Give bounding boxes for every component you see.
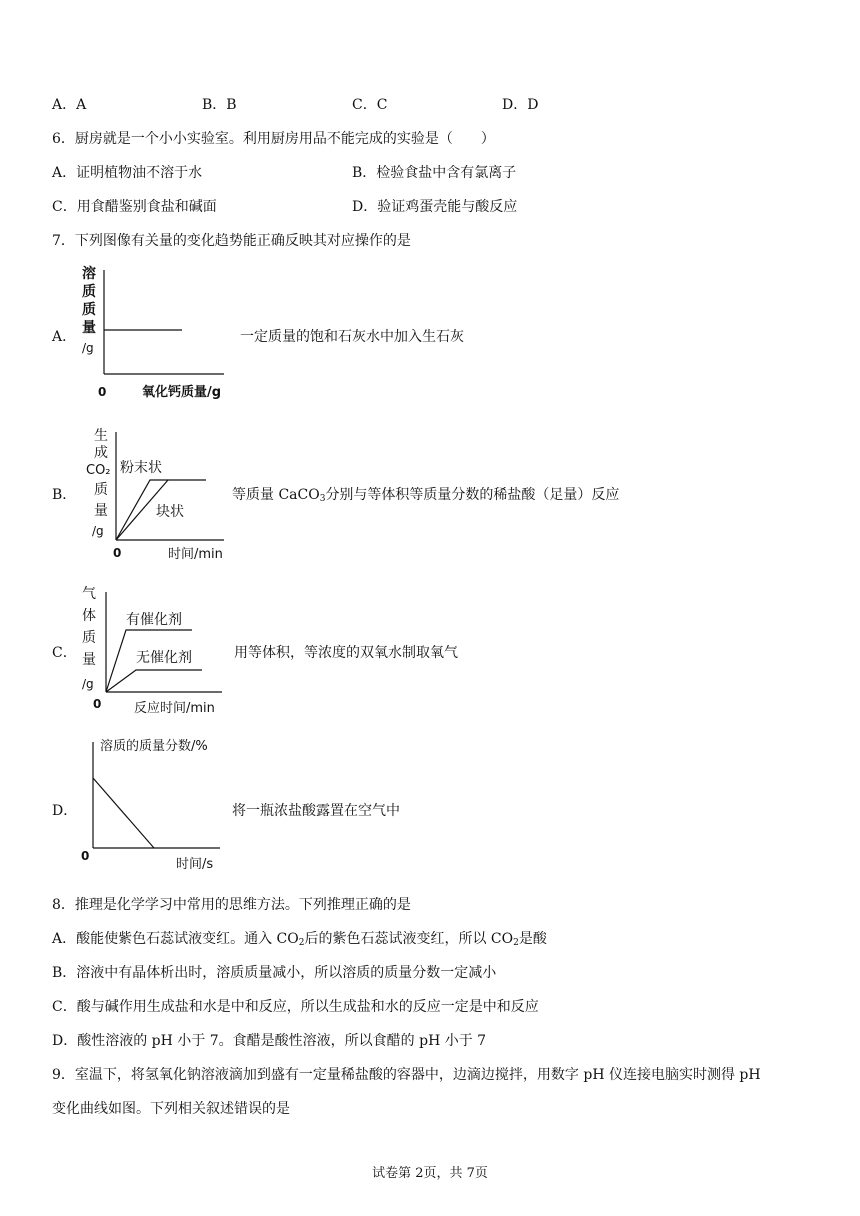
graph-a-ylabel-4: 量 — [82, 320, 96, 336]
q7-option-a-letter: A． — [52, 329, 77, 345]
q5-option-d: D．D — [502, 97, 539, 113]
q9-line-2: 变化曲线如图。下列相关叙述错误的是 — [52, 1101, 290, 1117]
page-footer: 试卷第 2页，共 7页 — [372, 1166, 488, 1181]
graph-c-ylabel-5: /g — [82, 677, 94, 691]
q8-option-a-sub2: 2 — [513, 938, 519, 948]
graph-a-ylabel-1: 溶 — [82, 266, 96, 282]
q5-options — [52, 94, 538, 114]
graph-b-label-lump: 块状 — [156, 504, 184, 520]
q7-graph-b — [84, 424, 244, 564]
graph-c-origin: 0 — [93, 697, 102, 711]
q8-option-a-post: 是酸 — [518, 931, 547, 947]
q5-option-b: B．B — [202, 97, 237, 113]
graph-b-ylabel-1: 生 — [94, 428, 108, 444]
graph-d-origin: 0 — [81, 849, 90, 863]
graph-c-ylabel-4: 量 — [82, 652, 96, 668]
q8-option-d: D．酸性溶液的 pH 小于 7。食醋是酸性溶液，所以食醋的 pH 小于 7 — [52, 1033, 487, 1049]
graph-c-curve-no-catalyst — [106, 670, 202, 692]
graph-d-curve — [93, 778, 154, 848]
q8-option-a-mid: 后的紫色石蕊试液变红，所以 CO — [304, 931, 514, 947]
q7-option-c-desc: 用等体积，等浓度的双氧水制取氧气 — [234, 645, 458, 661]
graph-b-ylabel-2: 成 — [94, 445, 108, 461]
graph-d-xlabel: 时间/s — [176, 857, 214, 872]
graph-b-label-powder: 粉末状 — [120, 460, 162, 476]
graph-b-ylabel-4: 质 — [94, 482, 108, 498]
q6-option-a: A．证明植物油不溶于水 — [52, 165, 203, 181]
q5-option-a: A．A — [52, 97, 87, 113]
graph-b-xlabel: 时间/min — [168, 547, 223, 562]
q8-option-c: C．酸与碱作用生成盐和水是中和反应，所以生成盐和水的反应一定是中和反应 — [52, 999, 539, 1015]
q7-option-b-letter: B． — [52, 487, 77, 503]
q8-option-a-pre: A．酸能使紫色石蕊试液变红。通入 CO — [52, 931, 299, 947]
q9-line-1: 9．室温下，将氢氧化钠溶液滴加到盛有一定量稀盐酸的容器中，边滴边搅拌，用数字 pH 仪连接电脑实时测得 pH — [52, 1067, 761, 1083]
graph-d-ylabel: 溶质的质量分数/% — [100, 739, 208, 754]
graph-c-label-no-catalyst: 无催化剂 — [136, 650, 192, 666]
q6-option-b: B．检验食盐中含有氯离子 — [352, 165, 517, 181]
graph-b-ylabel-6: /g — [92, 524, 104, 538]
q7-option-b-desc-post: 分别与等体积等质量分数的稀盐酸（足量）反应 — [325, 487, 620, 503]
graph-a-xlabel: 氧化钙质量/g — [142, 385, 222, 400]
graph-c-ylabel-3: 质 — [82, 630, 96, 646]
graph-a-ylabel-5: /g — [82, 341, 94, 355]
q7-stem: 7．下列图像有关量的变化趋势能正确反映其对应操作的是 — [52, 233, 411, 249]
q6-option-c: C．用食醋鉴别食盐和碱面 — [52, 199, 217, 215]
graph-a-ylabel-2: 质 — [82, 284, 96, 300]
graph-c-ylabel-1: 气 — [82, 586, 96, 602]
q7-option-b-desc-pre: 等质量 CaCO — [232, 487, 320, 503]
graph-b-ylabel-3: CO₂ — [86, 463, 111, 478]
graph-c-xlabel: 反应时间/min — [134, 701, 215, 716]
q7-graph-c — [76, 582, 246, 722]
q7-option-b-desc — [232, 484, 619, 504]
graph-c-ylabel-2: 体 — [82, 608, 96, 624]
graph-b-ylabel-5: 量 — [94, 503, 108, 519]
q7-option-a-desc: 一定质量的饱和石灰水中加入生石灰 — [240, 329, 464, 345]
graph-a-origin: 0 — [98, 385, 107, 399]
q7-option-d-desc: 将一瓶浓盐酸露置在空气中 — [232, 803, 400, 819]
q6-stem: 6．厨房就是一个小小实验室。利用厨房用品不能完成的实验是（ ） — [52, 131, 495, 147]
q7-graph-d — [76, 732, 246, 872]
q7-graph-a — [74, 264, 254, 404]
graph-a-ylabel-3: 质 — [82, 302, 96, 318]
graph-c-label-catalyst: 有催化剂 — [126, 612, 182, 628]
q7-option-b-desc-sub: 3 — [319, 494, 326, 504]
q5-option-c: C．C — [352, 97, 388, 113]
q8-stem: 8．推理是化学学习中常用的思维方法。下列推理正确的是 — [52, 897, 411, 913]
q7-option-d-letter: D． — [52, 803, 78, 819]
graph-b-origin: 0 — [113, 546, 122, 560]
q8-option-b: B．溶液中有晶体析出时，溶质质量减小，所以溶质的质量分数一定减小 — [52, 965, 497, 981]
q6-option-d: D．验证鸡蛋壳能与酸反应 — [352, 199, 518, 215]
q8-option-a-sub1: 2 — [298, 938, 305, 948]
q8-option-a — [52, 928, 547, 948]
q7-option-c-letter: C． — [52, 645, 77, 661]
